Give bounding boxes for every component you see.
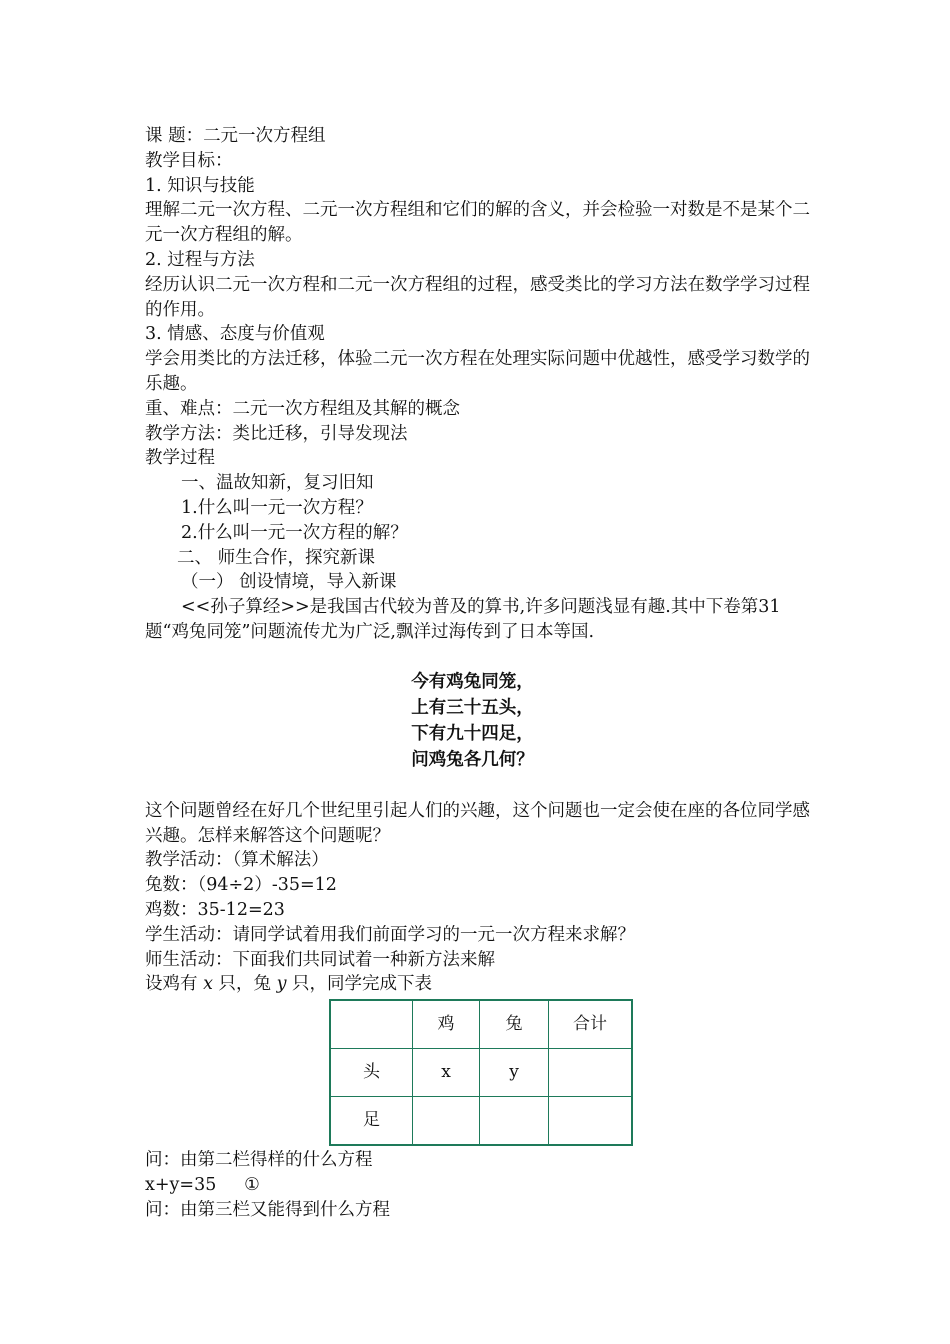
lesson-title: 课 题：二元一次方程组 bbox=[145, 126, 326, 146]
table-row bbox=[330, 1049, 632, 1097]
objective-1-heading: 1. 知识与技能 bbox=[145, 175, 255, 196]
poem-line: 上有三十五头， bbox=[411, 697, 534, 718]
poem-line: 下有九十四足， bbox=[411, 723, 534, 744]
teaching-activity: 教学活动：（算术解法） bbox=[145, 850, 329, 871]
step-2-heading: 二、 师生合作，探究新课 bbox=[177, 547, 376, 568]
table-header-rabbit: 兔 bbox=[480, 1000, 549, 1049]
question-column-2: 问：由第二栏得样的什么方程 bbox=[145, 1150, 373, 1171]
head-feet-table bbox=[329, 999, 633, 1146]
chicken-count: 鸡数：35-12=23 bbox=[145, 899, 285, 920]
review-question-1: 1.什么叫一元一次方程？ bbox=[181, 497, 373, 518]
objective-2-text: 经历认识二元一次方程和二元一次方程组的过程，感受类比的学习方法在数学学习过程的作用。 bbox=[145, 274, 810, 320]
table-cell bbox=[413, 1097, 480, 1146]
table-header-chicken: 鸡 bbox=[413, 1000, 480, 1049]
objectives-heading: 教学目标： bbox=[145, 150, 233, 171]
chicken-rabbit-poem bbox=[145, 669, 810, 773]
intro-paragraph: <<孙子算经>>是我国古代较为普及的算书,许多问题浅显有趣.其中下卷第31题“鸡兔同笼”问题流传尤为广泛,飘洋过海传到了日本等国. bbox=[145, 597, 781, 642]
table-cell bbox=[549, 1097, 633, 1146]
table-cell bbox=[480, 1097, 549, 1146]
objective-2-heading: 2. 过程与方法 bbox=[145, 249, 255, 270]
process-heading: 教学过程 bbox=[145, 448, 215, 469]
review-question-2: 2.什么叫一元一次方程的解？ bbox=[181, 522, 408, 543]
key-points: 重、难点：二元一次方程组及其解的概念 bbox=[145, 398, 460, 419]
objective-3-text: 学会用类比的方法迁移，体验二元一次方程在处理实际问题中优越性，感受学习数学的乐趣。 bbox=[145, 349, 810, 394]
poem-line: 问鸡兔各几何？ bbox=[411, 749, 534, 770]
variable-x: x bbox=[203, 974, 213, 995]
poem-line: 今有鸡兔同笼， bbox=[411, 671, 534, 692]
setup-text: 只，兔 bbox=[212, 974, 277, 995]
teaching-method: 教学方法：类比迁移，引导发现法 bbox=[145, 423, 408, 444]
table-row-label-feet: 足 bbox=[330, 1097, 413, 1146]
sub-step-1-heading: （一） 创设情境，导入新课 bbox=[181, 572, 397, 593]
table-cell: y bbox=[480, 1049, 549, 1097]
table-cell: x bbox=[413, 1049, 480, 1097]
table-cell bbox=[330, 1000, 413, 1049]
variable-y: y bbox=[276, 974, 287, 995]
table-row-label-heads: 头 bbox=[330, 1049, 413, 1097]
objective-3-heading: 3. 情感、态度与价值观 bbox=[145, 324, 325, 345]
table-cell bbox=[549, 1049, 633, 1097]
rabbit-count: 兔数：（94÷2）-35=12 bbox=[145, 875, 337, 896]
table-header-row bbox=[330, 1000, 632, 1049]
setup-text: 设鸡有 bbox=[145, 974, 204, 995]
step-1-heading: 一、温故知新，复习旧知 bbox=[181, 473, 374, 494]
equation-1: x+y=35 ① bbox=[145, 1174, 260, 1195]
question-column-3: 问：由第三栏又能得到什么方程 bbox=[145, 1199, 390, 1220]
variable-setup bbox=[145, 972, 810, 997]
lesson-plan-page bbox=[145, 124, 810, 1223]
setup-text: 只，同学完成下表 bbox=[286, 974, 433, 995]
objective-1-text: 理解二元一次方程、二元一次方程组和它们的解的含义，并会检验一对数是不是某个二元一次方程组的解。 bbox=[145, 200, 810, 246]
table-header-total: 合计 bbox=[549, 1000, 633, 1049]
teacher-activity: 师生活动：下面我们共同试着一种新方法来解 bbox=[145, 949, 495, 970]
after-poem-paragraph: 这个问题曾经在好几个世纪里引起人们的兴趣，这个问题也一定会使在座的各位同学感兴趣。怎样来解答这个问题呢？ bbox=[145, 800, 810, 846]
student-activity: 学生活动：请同学试着用我们前面学习的一元一次方程来求解？ bbox=[145, 924, 635, 945]
table-row bbox=[330, 1097, 632, 1146]
